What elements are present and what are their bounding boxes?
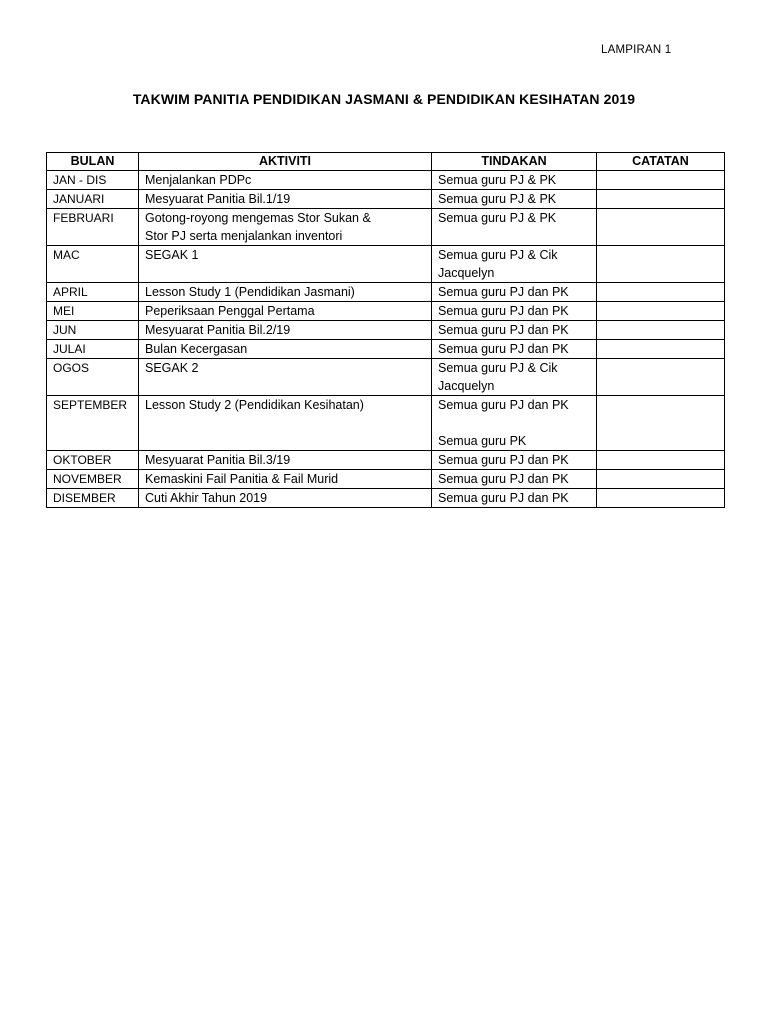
cell-aktiviti: Gotong-royong mengemas Stor Sukan & Stor PJ serta menjalankan inventori [139, 209, 432, 246]
table-row [47, 470, 725, 489]
cell-tindakan: Semua guru PJ & PK [432, 171, 597, 190]
cell-tindakan: Semua guru PJ & Cik Jacquelyn [432, 359, 597, 396]
column-header-aktiviti: AKTIVITI [139, 153, 432, 171]
table-row [47, 321, 725, 340]
cell-tindakan: Semua guru PJ dan PK [432, 283, 597, 302]
cell-bulan: FEBRUARI [47, 209, 139, 246]
table-row [47, 489, 725, 508]
table-row [47, 190, 725, 209]
cell-bulan: MEI [47, 302, 139, 321]
cell-catatan [597, 283, 725, 302]
cell-catatan [597, 340, 725, 359]
cell-catatan [597, 302, 725, 321]
cell-bulan: OGOS [47, 359, 139, 396]
table-row [47, 302, 725, 321]
cell-catatan [597, 171, 725, 190]
cell-bulan: JUN [47, 321, 139, 340]
takwim-table [46, 152, 725, 508]
cell-bulan: OKTOBER [47, 451, 139, 470]
cell-catatan [597, 359, 725, 396]
table-row [47, 451, 725, 470]
cell-catatan [597, 190, 725, 209]
cell-aktiviti: Bulan Kecergasan [139, 340, 432, 359]
cell-catatan [597, 209, 725, 246]
cell-aktiviti: Kemaskini Fail Panitia & Fail Murid [139, 470, 432, 489]
cell-catatan [597, 246, 725, 283]
cell-tindakan: Semua guru PJ dan PK [432, 302, 597, 321]
table-row [47, 396, 725, 451]
cell-aktiviti: Cuti Akhir Tahun 2019 [139, 489, 432, 508]
cell-bulan: SEPTEMBER [47, 396, 139, 451]
cell-aktiviti: SEGAK 1 [139, 246, 432, 283]
cell-catatan [597, 396, 725, 451]
cell-tindakan: Semua guru PJ dan PK Semua guru PK [432, 396, 597, 451]
table-row [47, 171, 725, 190]
cell-tindakan: Semua guru PJ dan PK [432, 470, 597, 489]
cell-aktiviti: Menjalankan PDPc [139, 171, 432, 190]
cell-aktiviti: Mesyuarat Panitia Bil.3/19 [139, 451, 432, 470]
cell-tindakan: Semua guru PJ dan PK [432, 451, 597, 470]
column-header-bulan: BULAN [47, 153, 139, 171]
table-row [47, 209, 725, 246]
cell-bulan: APRIL [47, 283, 139, 302]
cell-tindakan: Semua guru PJ dan PK [432, 489, 597, 508]
cell-catatan [597, 451, 725, 470]
cell-catatan [597, 321, 725, 340]
cell-bulan: MAC [47, 246, 139, 283]
cell-tindakan: Semua guru PJ & PK [432, 209, 597, 246]
cell-aktiviti: Lesson Study 2 (Pendidikan Kesihatan) [139, 396, 432, 451]
cell-aktiviti: Mesyuarat Panitia Bil.1/19 [139, 190, 432, 209]
table-row [47, 359, 725, 396]
table-row [47, 283, 725, 302]
cell-bulan: NOVEMBER [47, 470, 139, 489]
lampiran-label: LAMPIRAN 1 [601, 44, 672, 56]
cell-bulan: JULAI [47, 340, 139, 359]
cell-bulan: JANUARI [47, 190, 139, 209]
table-row [47, 246, 725, 283]
cell-aktiviti: Peperiksaan Penggal Pertama [139, 302, 432, 321]
document-title: TAKWIM PANITIA PENDIDIKAN JASMANI & PENDIDIKAN KESIHATAN 2019 [132, 91, 636, 107]
cell-tindakan: Semua guru PJ dan PK [432, 340, 597, 359]
column-header-catatan: CATATAN [597, 153, 725, 171]
cell-bulan: DISEMBER [47, 489, 139, 508]
table-header-row [47, 153, 725, 171]
cell-aktiviti: SEGAK 2 [139, 359, 432, 396]
cell-catatan [597, 489, 725, 508]
cell-tindakan: Semua guru PJ & PK [432, 190, 597, 209]
column-header-tindakan: TINDAKAN [432, 153, 597, 171]
cell-tindakan: Semua guru PJ dan PK [432, 321, 597, 340]
cell-tindakan: Semua guru PJ & Cik Jacquelyn [432, 246, 597, 283]
cell-aktiviti: Lesson Study 1 (Pendidikan Jasmani) [139, 283, 432, 302]
table-row [47, 340, 725, 359]
cell-aktiviti: Mesyuarat Panitia Bil.2/19 [139, 321, 432, 340]
cell-bulan: JAN - DIS [47, 171, 139, 190]
cell-catatan [597, 470, 725, 489]
